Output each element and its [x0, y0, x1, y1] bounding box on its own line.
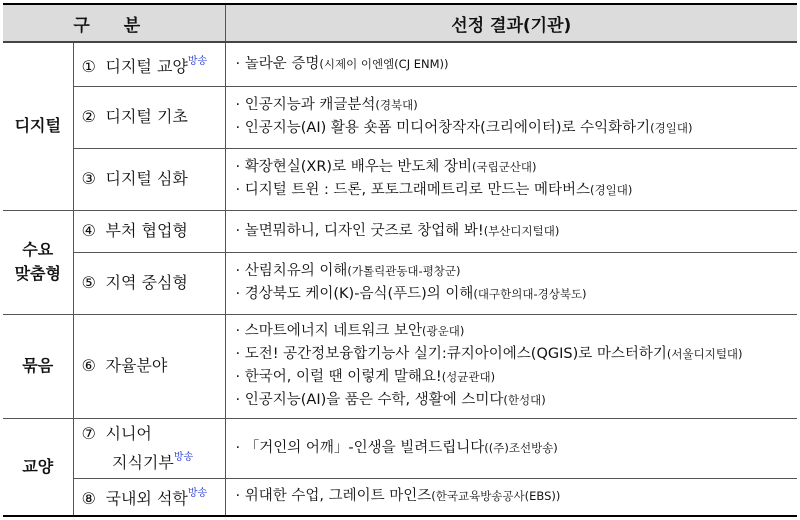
result-line — [236, 283, 792, 306]
table-row — [3, 418, 797, 478]
program-cell — [73, 86, 225, 148]
institution-name: (성균관대) — [441, 370, 496, 384]
category-cell: 묶음 — [3, 314, 73, 418]
course-title: · 스마트에너지 네트워크 보안 — [235, 323, 423, 339]
program-number: ⑥ — [81, 356, 96, 375]
program-number: ⑦ — [81, 423, 96, 443]
broadcast-tag: 방송 — [187, 55, 208, 67]
program-name: 부처 협업형 — [105, 221, 188, 240]
institution-name: (가톨릭관동대-평창군) — [347, 264, 461, 278]
institution-name: ((주)조선방송) — [484, 440, 558, 455]
program-name: 디지털 교양$^{방송}$ — [105, 55, 208, 76]
course-title: · 산림치유의 이해 — [235, 263, 348, 279]
institution-name: (한국교육방송공사(EBS)) — [431, 489, 561, 504]
result-line — [236, 53, 792, 76]
result-cell — [225, 210, 797, 252]
course-title: · 놀라운 증명 — [235, 55, 320, 72]
result-line — [236, 320, 792, 343]
table-header-row — [3, 4, 797, 42]
program-cell — [73, 418, 225, 478]
header-result: 선정 결과(기관) — [225, 4, 797, 42]
program-name: 디지털 심화 — [105, 169, 188, 188]
institution-name: (국립군산대) — [471, 160, 537, 174]
result-line — [236, 156, 792, 179]
broadcast-tag: 방송 — [187, 488, 208, 500]
course-title: · 인공지능(AI)을 품은 수학, 생활에 스미다 — [235, 392, 504, 408]
result-cell — [225, 42, 797, 86]
institution-name: (한성대) — [503, 393, 546, 407]
table-row — [3, 148, 797, 210]
program-number: ① — [81, 56, 96, 76]
result-cell — [225, 478, 797, 516]
program-number: ② — [81, 107, 96, 126]
category-cell: 수요 맞춤형 — [3, 210, 73, 314]
program-name: 지역 중심형 — [105, 273, 188, 292]
program-name: 시니어 지식기부$^{방송}$ — [105, 423, 194, 472]
course-title: · 위대한 수업, 그레이트 마인즈 — [235, 488, 432, 505]
course-title: · 경상북도 케이(K)-음식(푸드)의 이해 — [235, 286, 474, 302]
institution-name: (부산디지털대) — [483, 223, 560, 238]
result-line — [236, 389, 792, 412]
table-row — [3, 210, 797, 252]
result-cell — [225, 252, 797, 314]
table-row — [3, 86, 797, 148]
result-line — [236, 485, 792, 508]
program-number: ⑤ — [81, 273, 96, 292]
program-number: ③ — [81, 169, 96, 188]
program-cell — [73, 478, 225, 516]
broadcast-tag: 방송 — [173, 451, 194, 463]
result-line — [236, 260, 792, 283]
table-row — [3, 478, 797, 516]
course-title: · 한국어, 이럴 땐 이렇게 말해요! — [235, 369, 442, 385]
category-cell: 디지털 — [3, 42, 73, 210]
institution-name: (대구한의대-경상북도) — [473, 287, 587, 301]
result-cell — [225, 148, 797, 210]
course-selection-table — [3, 3, 797, 517]
program-cell — [73, 148, 225, 210]
table-row — [3, 314, 797, 418]
institution-name: (경일대) — [590, 183, 633, 197]
result-line — [236, 117, 792, 140]
institution-name: (서울디지털대) — [666, 347, 743, 361]
header-category: 구 분 — [3, 4, 225, 42]
table-row — [3, 42, 797, 86]
program-number: ④ — [81, 221, 96, 240]
course-title: · 인공지능과 캐글분석 — [235, 97, 376, 113]
program-cell — [73, 210, 225, 252]
program-name: 국내외 석학$^{방송}$ — [105, 488, 208, 509]
program-name: 디지털 기초 — [105, 107, 188, 126]
institution-name: (시제이 이엔엠(CJ ENM)) — [319, 56, 449, 71]
course-title: · 놀면뭐하니, 디자인 굿즈로 창업해 봐! — [235, 222, 484, 239]
result-line — [236, 343, 792, 366]
result-cell — [225, 86, 797, 148]
program-name: 자율분야 — [105, 356, 168, 375]
program-cell — [73, 314, 225, 418]
program-number: ⑧ — [81, 489, 96, 509]
institution-name: (경일대) — [650, 121, 693, 135]
result-cell — [225, 314, 797, 418]
program-cell — [73, 252, 225, 314]
course-title: · 디지털 트윈 : 드론, 포토그래메트리로 만드는 메타버스 — [235, 182, 591, 198]
result-cell — [225, 418, 797, 478]
institution-name: (경북대) — [375, 98, 418, 112]
institution-name: (광운대) — [422, 324, 465, 338]
table-row — [3, 252, 797, 314]
course-title: · 인공지능(AI) 활용 숏폼 미디어창작자(크리에이터)로 수익화하기 — [235, 120, 651, 136]
program-cell — [73, 42, 225, 86]
result-line — [236, 94, 792, 117]
course-title: · 「거인의 어깨」-인생을 빌려드립니다 — [235, 439, 485, 456]
result-line — [236, 366, 792, 389]
category-cell: 교양 — [3, 418, 73, 516]
course-title: · 확장현실(XR)로 배우는 반도체 장비 — [235, 159, 472, 175]
result-line — [236, 220, 792, 243]
result-line — [236, 179, 792, 202]
result-line — [236, 437, 792, 460]
course-title: · 도전! 공간정보융합기능사 실기:큐지아이에스(QGIS)로 마스터하기 — [235, 346, 667, 362]
